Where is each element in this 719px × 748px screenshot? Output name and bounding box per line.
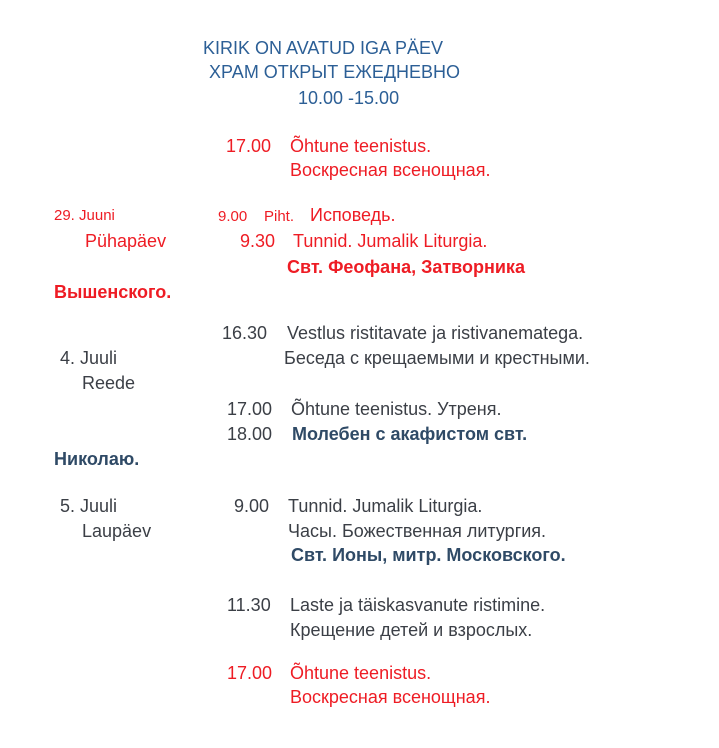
header-line-et: KIRIK ON AVATUD IGA PÄEV [203,38,444,58]
jul5-weekday: Laupäev [82,521,152,541]
evening1-title-et: Õhtune teenistus. [290,136,432,156]
jun29-confession-et: Piht. [264,208,295,225]
jun29-liturgy-text: Tunnid. Jumalik Liturgia. [293,231,488,251]
jul5-liturgy-et: Tunnid. Jumalik Liturgia. [288,496,483,516]
jul5-baptism-time: 11.30 [227,595,271,615]
jul4-talk-et: Vestlus ristitavate ja ristivanematega. [287,323,584,343]
jul4-moleben-time: 18.00 [227,424,273,444]
jun29-confession-ru: Исповедь. [310,205,396,225]
jul5-liturgy-ru: Часы. Божественная литургия. [288,521,547,541]
jul4-evening-time: 17.00 [227,399,273,419]
jul4-moleben-line2: Николаю. [54,449,140,469]
jul4-weekday: Reede [82,373,136,393]
jul5-liturgy-time: 9.00 [234,496,270,516]
jun29-weekday: Pühapäev [85,231,167,251]
jun29-confession-time: 9.00 [218,208,248,225]
jul5-saint: Свт. Ионы, митр. Московского. [291,545,566,565]
jul4-talk-time: 16.30 [222,323,268,343]
jul5-evening-ru: Воскресная всенощная. [290,687,491,707]
jun29-saint-line2: Вышенского. [54,282,172,302]
jul4-evening-text: Õhtune teenistus. Утреня. [291,399,502,419]
evening1-time: 17.00 [226,136,272,156]
jul4-talk-ru: Беседа с крещаемыми и крестными. [284,348,590,368]
jul5-baptism-et: Laste ja täiskasvanute ristimine. [290,595,546,615]
jul4-moleben-line1: Молебен с акафистом свт. [292,424,528,444]
jul5-evening-time: 17.00 [227,663,273,683]
jun29-saint-line1: Свт. Феофана, Затворника [287,257,525,277]
jun29-date: 29. Juuni [54,207,115,224]
header-hours: 10.00 -15.00 [298,88,400,108]
jul4-date: 4. Juuli [60,348,118,368]
jul5-evening-et: Õhtune teenistus. [290,663,432,683]
header-line-ru: ХРАМ ОТКРЫТ ЕЖЕДНЕВНО [209,62,461,82]
jun29-liturgy-time: 9.30 [240,231,276,251]
evening1-title-ru: Воскресная всенощная. [290,160,491,180]
jul5-baptism-ru: Крещение детей и взрослых. [290,620,533,640]
jul5-date: 5. Juuli [60,496,118,516]
